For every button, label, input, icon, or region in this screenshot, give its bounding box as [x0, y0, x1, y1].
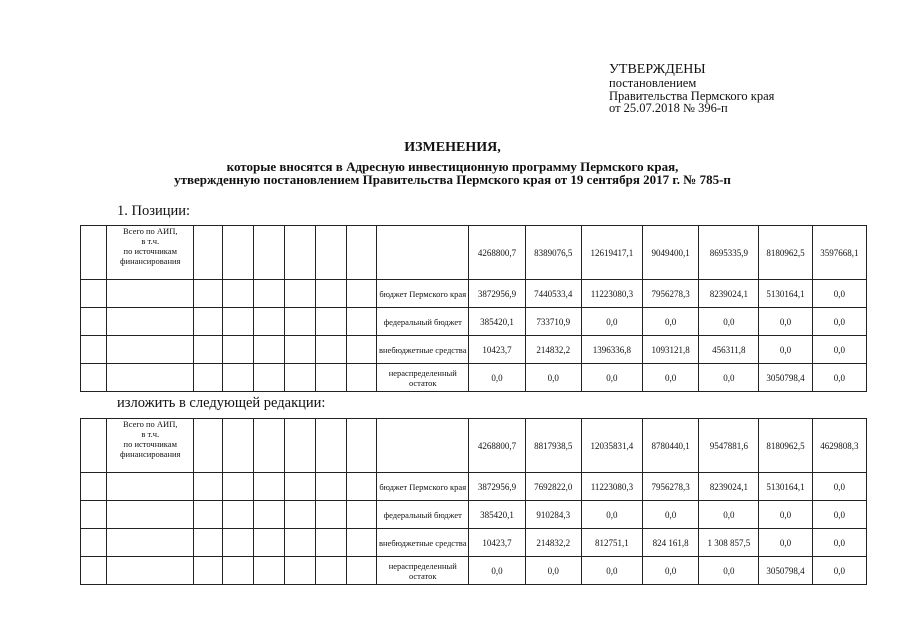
value-cell: 0,0 [581, 557, 642, 585]
empty-cell [107, 336, 194, 364]
value-cell: 8780440,1 [643, 419, 699, 473]
total-label-line: в т.ч. [141, 236, 160, 246]
empty-cell [222, 529, 253, 557]
value-cell: 0,0 [759, 308, 812, 336]
value-cell: 12035831,4 [581, 419, 642, 473]
empty-cell [284, 557, 315, 585]
total-label-cell [107, 226, 194, 280]
value-cell: 9049400,1 [643, 226, 699, 280]
approval-stamp [609, 63, 774, 115]
value-cell: 0,0 [812, 364, 866, 392]
empty-cell [81, 226, 107, 280]
value-cell: 5130164,1 [759, 473, 812, 501]
source-label-cell: федеральный бюджет [377, 501, 469, 529]
table-row [81, 226, 867, 280]
empty-cell [284, 280, 315, 308]
empty-cell [107, 364, 194, 392]
table-row [81, 473, 867, 501]
table-row [81, 501, 867, 529]
approval-title: УТВЕРЖДЕНЫ [609, 62, 706, 77]
value-cell: 0,0 [581, 501, 642, 529]
value-cell: 385420,1 [469, 308, 525, 336]
empty-cell [81, 308, 107, 336]
empty-cell [284, 336, 315, 364]
empty-cell [253, 226, 284, 280]
value-cell: 0,0 [699, 364, 759, 392]
empty-cell [315, 308, 346, 336]
value-cell: 4629808,3 [812, 419, 866, 473]
empty-cell [315, 473, 346, 501]
value-cell: 0,0 [699, 501, 759, 529]
value-cell: 3872956,9 [469, 280, 525, 308]
empty-cell [81, 557, 107, 585]
value-cell: 8239024,1 [699, 473, 759, 501]
empty-cell [107, 529, 194, 557]
value-cell: 8817938,5 [525, 419, 581, 473]
total-label-line: в т.ч. [141, 429, 160, 439]
value-cell: 8389076,5 [525, 226, 581, 280]
empty-cell [107, 501, 194, 529]
value-cell: 7692822,0 [525, 473, 581, 501]
source-label-cell: нераспределенный остаток [377, 364, 469, 392]
empty-cell [194, 308, 222, 336]
value-cell: 3597668,1 [812, 226, 866, 280]
empty-cell [346, 336, 376, 364]
value-cell: 456311,8 [699, 336, 759, 364]
table-row [81, 364, 867, 392]
value-cell: 214832,2 [525, 529, 581, 557]
total-label-cell [107, 419, 194, 473]
section-1-label: 1. Позиции: [117, 203, 191, 219]
empty-cell [315, 280, 346, 308]
empty-cell [346, 308, 376, 336]
empty-cell [222, 364, 253, 392]
empty-cell [81, 473, 107, 501]
empty-cell [107, 308, 194, 336]
positions-table-revised [80, 418, 867, 585]
empty-cell [284, 501, 315, 529]
value-cell: 812751,1 [581, 529, 642, 557]
value-cell: 3872956,9 [469, 473, 525, 501]
empty-cell [253, 419, 284, 473]
value-cell: 1 308 857,5 [699, 529, 759, 557]
source-label-cell: внебюджетные средства [377, 529, 469, 557]
value-cell: 8239024,1 [699, 280, 759, 308]
value-cell: 0,0 [759, 336, 812, 364]
empty-cell [253, 336, 284, 364]
value-cell: 0,0 [525, 557, 581, 585]
value-cell: 0,0 [643, 364, 699, 392]
empty-cell [346, 557, 376, 585]
value-cell: 0,0 [643, 557, 699, 585]
value-cell: 0,0 [812, 501, 866, 529]
source-label-cell [377, 226, 469, 280]
total-label-line: по источникам [123, 439, 177, 449]
value-cell: 12619417,1 [581, 226, 642, 280]
approval-line-2: постановлением [609, 76, 697, 90]
value-cell: 7956278,3 [643, 280, 699, 308]
empty-cell [194, 501, 222, 529]
empty-cell [253, 364, 284, 392]
empty-cell [346, 419, 376, 473]
value-cell: 824 161,8 [643, 529, 699, 557]
empty-cell [315, 557, 346, 585]
document-subtitle [0, 160, 905, 186]
value-cell: 0,0 [469, 364, 525, 392]
section-2-label: изложить в следующей редакции: [117, 395, 326, 411]
value-cell: 910284,3 [525, 501, 581, 529]
value-cell: 0,0 [581, 308, 642, 336]
total-label-line: Всего по АИП, [123, 419, 178, 429]
value-cell: 0,0 [812, 473, 866, 501]
subtitle-line-1: которые вносятся в Адресную инвестиционную программу Пермского края, [226, 159, 679, 174]
value-cell: 0,0 [581, 364, 642, 392]
value-cell: 11223080,3 [581, 473, 642, 501]
empty-cell [315, 501, 346, 529]
value-cell: 214832,2 [525, 336, 581, 364]
empty-cell [253, 280, 284, 308]
empty-cell [284, 473, 315, 501]
value-cell: 7440533,4 [525, 280, 581, 308]
value-cell: 0,0 [643, 501, 699, 529]
value-cell: 5130164,1 [759, 280, 812, 308]
empty-cell [81, 280, 107, 308]
value-cell: 0,0 [525, 364, 581, 392]
empty-cell [315, 336, 346, 364]
empty-cell [107, 557, 194, 585]
value-cell: 4268800,7 [469, 226, 525, 280]
source-label-cell: федеральный бюджет [377, 308, 469, 336]
source-label-cell: внебюджетные средства [377, 336, 469, 364]
empty-cell [194, 557, 222, 585]
value-cell: 0,0 [469, 557, 525, 585]
empty-cell [194, 280, 222, 308]
value-cell: 1396336,8 [581, 336, 642, 364]
table-row [81, 419, 867, 473]
empty-cell [222, 280, 253, 308]
empty-cell [194, 473, 222, 501]
empty-cell [222, 501, 253, 529]
empty-cell [346, 529, 376, 557]
source-label-cell: нераспределенный остаток [377, 557, 469, 585]
empty-cell [222, 308, 253, 336]
value-cell: 9547881,6 [699, 419, 759, 473]
empty-cell [346, 473, 376, 501]
source-label-cell: бюджет Пермского края [377, 473, 469, 501]
value-cell: 10423,7 [469, 336, 525, 364]
empty-cell [81, 529, 107, 557]
empty-cell [81, 419, 107, 473]
empty-cell [346, 364, 376, 392]
value-cell: 3050798,4 [759, 557, 812, 585]
value-cell: 385420,1 [469, 501, 525, 529]
empty-cell [107, 473, 194, 501]
value-cell: 0,0 [812, 529, 866, 557]
value-cell: 0,0 [812, 308, 866, 336]
empty-cell [222, 226, 253, 280]
value-cell: 0,0 [759, 501, 812, 529]
value-cell: 0,0 [812, 557, 866, 585]
subtitle-line-2: утвержденную постановлением Правительства Пермского края от 19 сентября 2017 г. № 785-п [174, 172, 731, 187]
value-cell: 0,0 [699, 308, 759, 336]
empty-cell [194, 529, 222, 557]
empty-cell [253, 473, 284, 501]
value-cell: 0,0 [643, 308, 699, 336]
empty-cell [315, 364, 346, 392]
document-title: ИЗМЕНЕНИЯ, [404, 140, 501, 155]
table-row [81, 529, 867, 557]
value-cell: 1093121,8 [643, 336, 699, 364]
empty-cell [315, 226, 346, 280]
total-label-line: финансирования [120, 256, 181, 266]
empty-cell [222, 336, 253, 364]
empty-cell [194, 419, 222, 473]
empty-cell [81, 501, 107, 529]
value-cell: 8695335,9 [699, 226, 759, 280]
empty-cell [194, 364, 222, 392]
empty-cell [222, 419, 253, 473]
value-cell: 8180962,5 [759, 226, 812, 280]
empty-cell [284, 364, 315, 392]
table-row [81, 336, 867, 364]
empty-cell [253, 501, 284, 529]
empty-cell [284, 419, 315, 473]
empty-cell [81, 336, 107, 364]
source-label-cell [377, 419, 469, 473]
value-cell: 8180962,5 [759, 419, 812, 473]
value-cell: 0,0 [699, 557, 759, 585]
empty-cell [194, 336, 222, 364]
table-row [81, 280, 867, 308]
total-label-line: финансирования [120, 449, 181, 459]
value-cell: 11223080,3 [581, 280, 642, 308]
empty-cell [315, 419, 346, 473]
empty-cell [222, 473, 253, 501]
table-row [81, 557, 867, 585]
value-cell: 10423,7 [469, 529, 525, 557]
empty-cell [253, 557, 284, 585]
value-cell: 0,0 [812, 280, 866, 308]
empty-cell [315, 529, 346, 557]
empty-cell [253, 529, 284, 557]
empty-cell [284, 226, 315, 280]
table-row [81, 308, 867, 336]
empty-cell [222, 557, 253, 585]
value-cell: 7956278,3 [643, 473, 699, 501]
empty-cell [346, 280, 376, 308]
total-label-line: Всего по АИП, [123, 226, 178, 236]
empty-cell [284, 308, 315, 336]
value-cell: 0,0 [759, 529, 812, 557]
source-label-cell: бюджет Пермского края [377, 280, 469, 308]
value-cell: 0,0 [812, 336, 866, 364]
empty-cell [346, 501, 376, 529]
empty-cell [284, 529, 315, 557]
empty-cell [194, 226, 222, 280]
approval-date: от 25.07.2018 № 396-п [609, 101, 728, 115]
empty-cell [107, 280, 194, 308]
value-cell: 733710,9 [525, 308, 581, 336]
empty-cell [253, 308, 284, 336]
total-label-line: по источникам [123, 246, 177, 256]
empty-cell [346, 226, 376, 280]
value-cell: 3050798,4 [759, 364, 812, 392]
empty-cell [81, 364, 107, 392]
value-cell: 4268800,7 [469, 419, 525, 473]
approval-line-3: Правительства Пермского края [609, 88, 775, 103]
positions-table-original [80, 225, 867, 392]
